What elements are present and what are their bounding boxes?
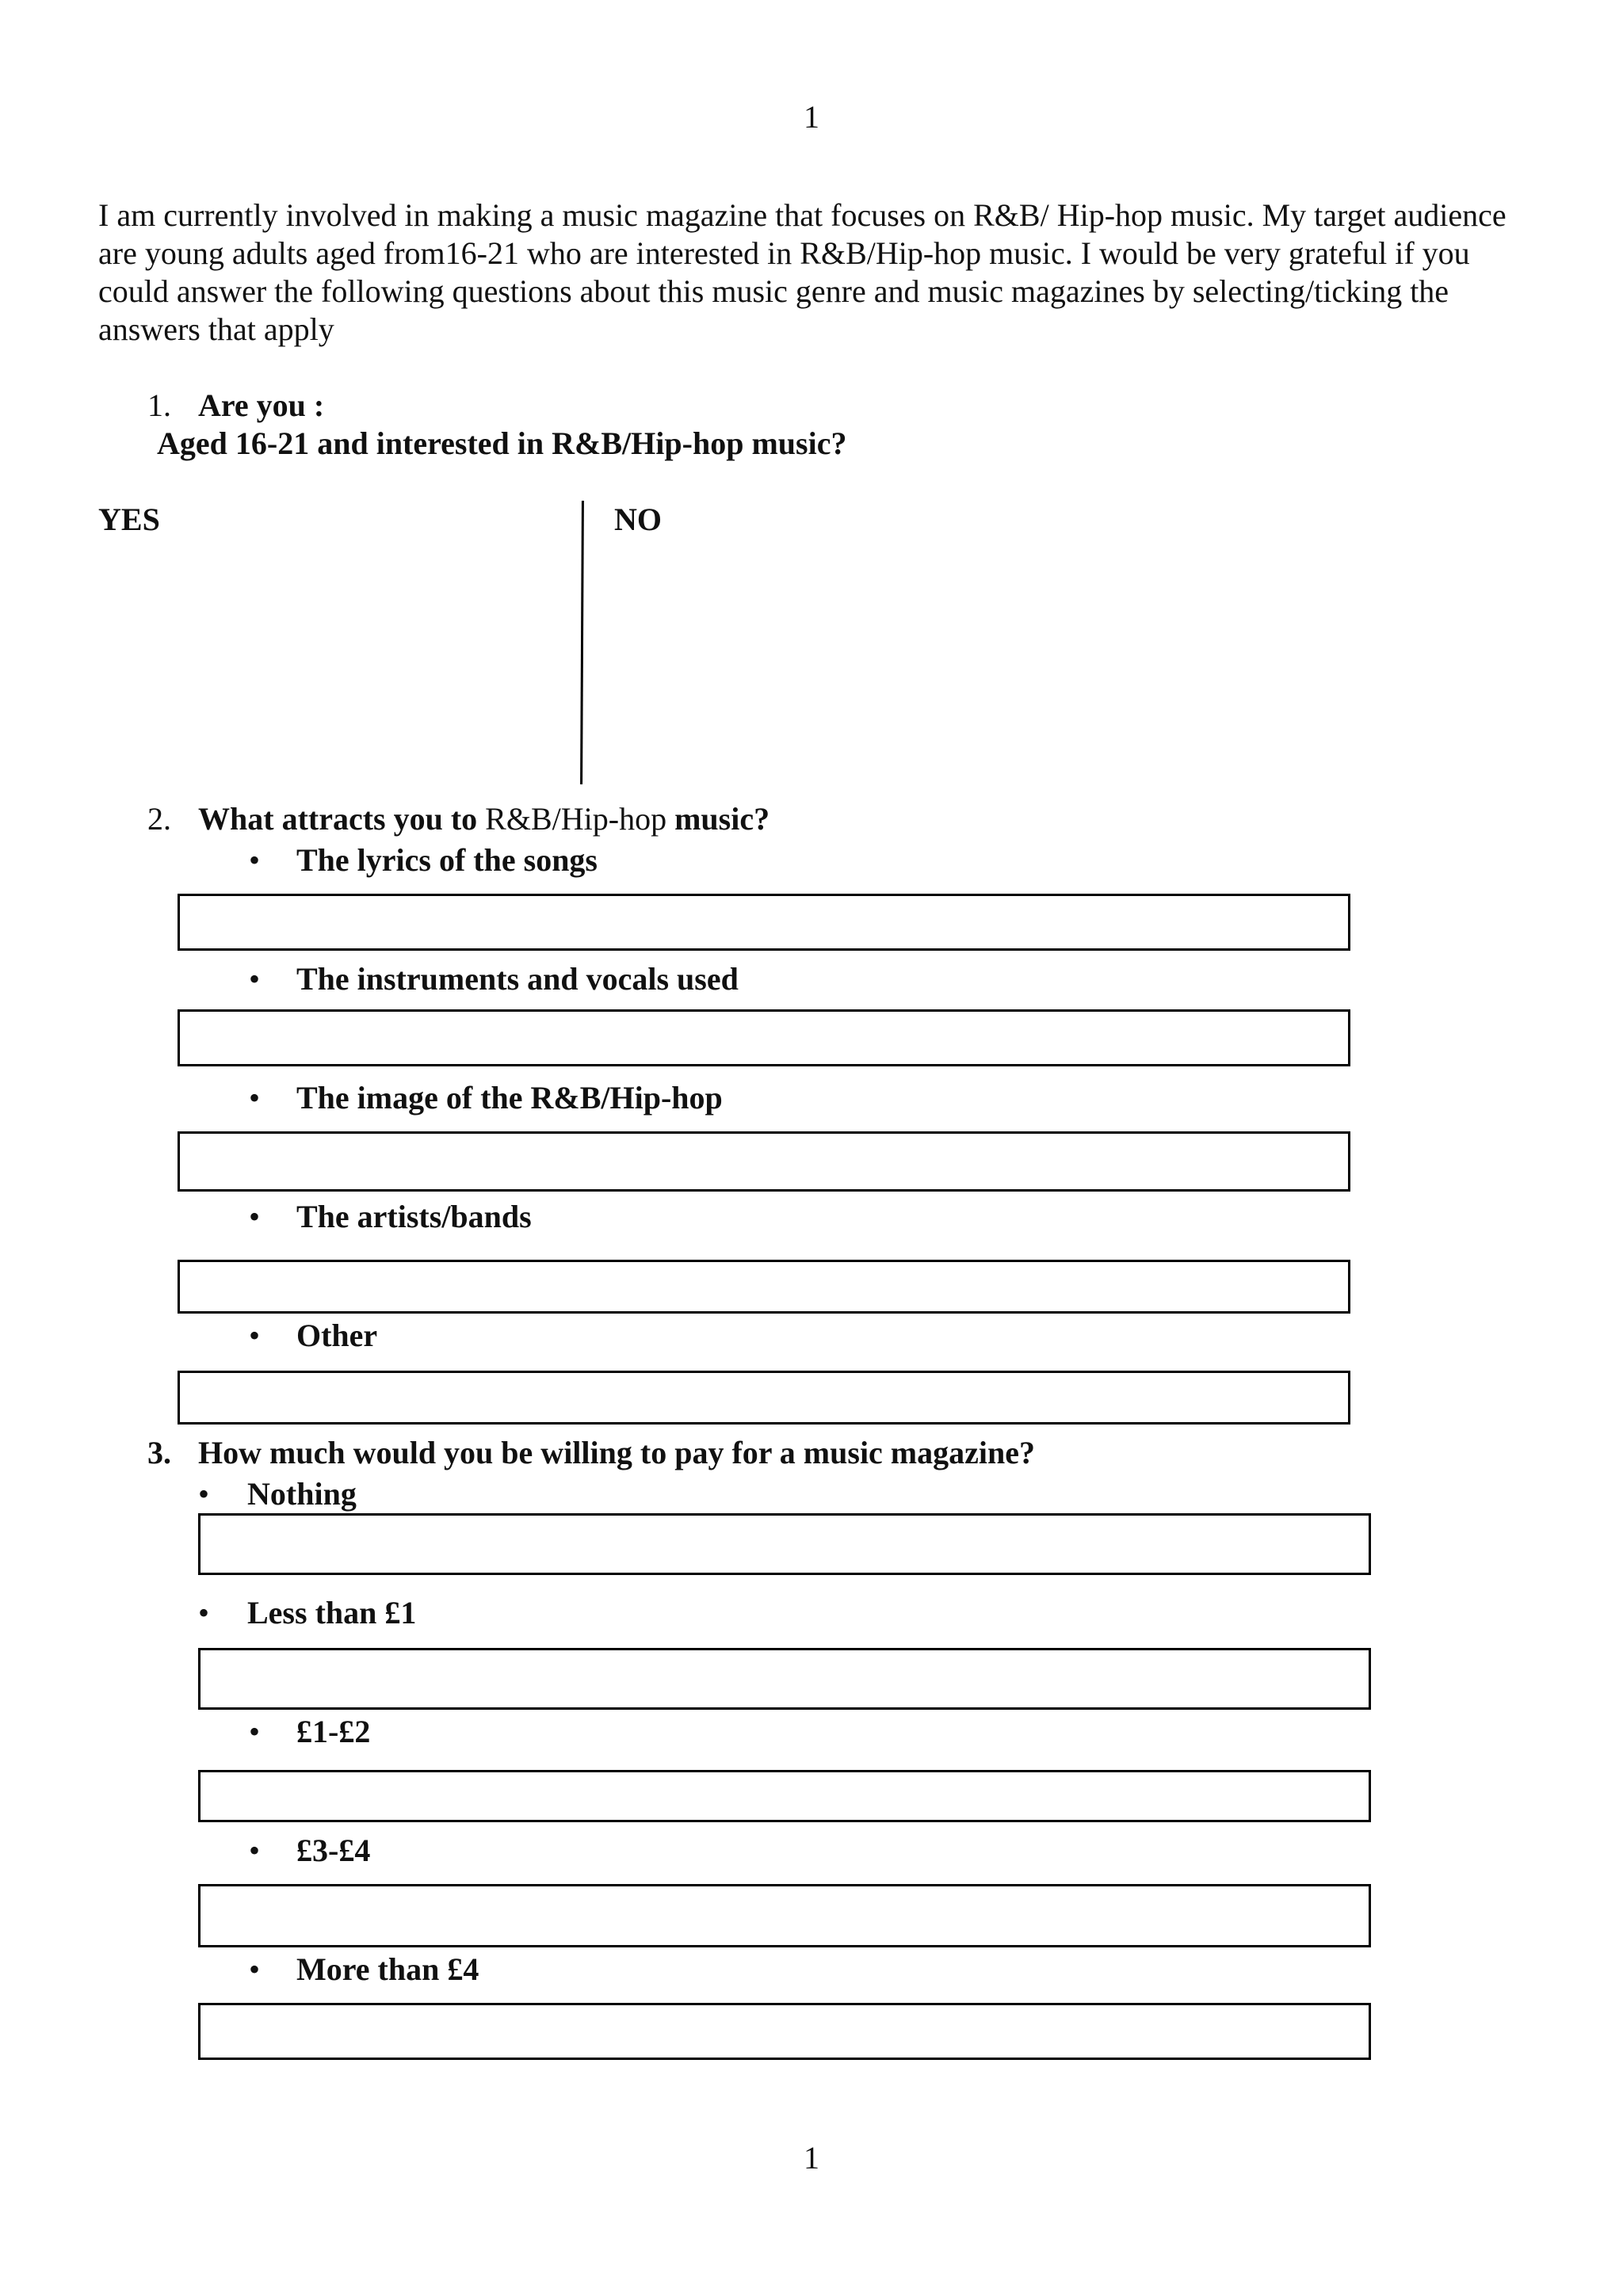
yes-no-divider bbox=[580, 501, 584, 784]
q2-option-instruments: The instruments and vocals used bbox=[296, 961, 739, 997]
q2-title-mid: R&B/Hip-hop bbox=[477, 801, 675, 837]
q3-title: How much would you be willing to pay for a music magazine? bbox=[198, 1435, 1035, 1470]
q2-number: 2. bbox=[147, 801, 171, 837]
q2-title-post: music? bbox=[674, 801, 770, 837]
q3-bullet: • bbox=[249, 1714, 261, 1749]
q2-bullet: • bbox=[249, 961, 261, 997]
q2-title bbox=[198, 800, 769, 838]
q3-number: 3. bbox=[147, 1435, 171, 1470]
q2-option-image: The image of the R&B/Hip-hop bbox=[296, 1080, 723, 1116]
q2-answer-box-image[interactable] bbox=[178, 1131, 1350, 1192]
q2-answer-box-other[interactable] bbox=[178, 1371, 1350, 1425]
q3-bullet: • bbox=[198, 1476, 210, 1512]
q3-answer-box-3-4[interactable] bbox=[198, 1884, 1371, 1947]
q2-bullet: • bbox=[249, 842, 261, 878]
q2-option-other: Other bbox=[296, 1318, 378, 1353]
q3-option-3-4: £3-£4 bbox=[296, 1833, 371, 1868]
q3-option-less-than-1: Less than £1 bbox=[247, 1595, 417, 1630]
q2-option-artists: The artists/bands bbox=[296, 1199, 532, 1234]
q2-bullet: • bbox=[249, 1318, 261, 1353]
q1-no-label[interactable]: NO bbox=[614, 502, 662, 537]
intro-paragraph: I am currently involved in making a music magazine that focuses on R&B/ Hip-hop music. My target audience are young adults aged from16-21 who are interested in R&B/Hip-hop music. I would be very grateful if you could answer the following questions about this music genre and music magazines by selecting/ticking the answers that apply bbox=[98, 197, 1507, 347]
q1-yes-label[interactable]: YES bbox=[98, 502, 160, 537]
q1-subtitle: Aged 16-21 and interested in R&B/Hip-hop music? bbox=[157, 425, 847, 461]
q1-number: 1. bbox=[147, 387, 171, 423]
q3-answer-box-less-than-1[interactable] bbox=[198, 1648, 1371, 1710]
q2-bullet: • bbox=[249, 1080, 261, 1116]
q3-bullet: • bbox=[249, 1833, 261, 1868]
q2-bullet: • bbox=[249, 1199, 261, 1234]
q3-answer-box-nothing[interactable] bbox=[198, 1513, 1371, 1575]
q2-answer-box-instruments[interactable] bbox=[178, 1009, 1350, 1066]
q3-answer-box-more-than-4[interactable] bbox=[198, 2003, 1371, 2060]
q3-option-1-2: £1-£2 bbox=[296, 1714, 371, 1749]
page-number-bottom: 1 bbox=[804, 2140, 819, 2176]
q2-option-lyrics: The lyrics of the songs bbox=[296, 842, 598, 878]
q3-option-more-than-4: More than £4 bbox=[296, 1951, 479, 1987]
q2-answer-box-lyrics[interactable] bbox=[178, 894, 1350, 951]
q2-answer-box-artists[interactable] bbox=[178, 1260, 1350, 1314]
page-number-top: 1 bbox=[804, 99, 819, 135]
q3-bullet: • bbox=[249, 1951, 261, 1987]
q2-title-pre: What attracts you to bbox=[198, 801, 478, 837]
q3-option-nothing: Nothing bbox=[247, 1476, 357, 1512]
q1-title: Are you : bbox=[198, 387, 325, 423]
q3-answer-box-1-2[interactable] bbox=[198, 1770, 1371, 1822]
q3-bullet: • bbox=[198, 1595, 210, 1630]
